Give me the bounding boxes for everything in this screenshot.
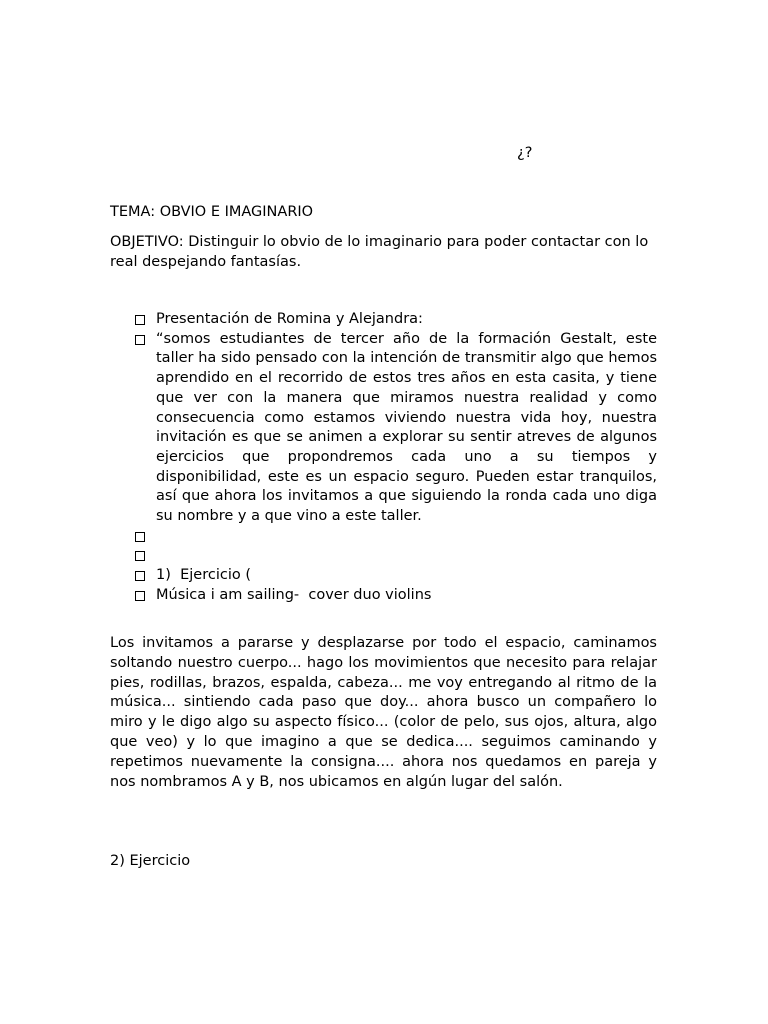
exercise-instructions-paragraph: Los invitamos a pararse y desplazarse por todo el espacio, caminamos soltando nuestro cuerpo... hago los movimientos que necesito para relajar pies, rodillas, brazos, espalda, cabeza... me voy entregando al ritmo de la música... sintiendo cada paso que doy... ahora busco un compañero lo miro y le digo algo su aspecto físico... (color de pelo, sus ojos, altura, algo que veo) y lo que imagino a que se dedica.... seguimos caminando y repetimos nuevamente la consigna.... ahora nos quedamos en pareja y nos nombramos A y B, nos ubicamos en algún lugar del salón. xyxy=(110,635,657,790)
exercise-2-heading: 2) Ejercicio xyxy=(110,853,191,869)
objective-paragraph: OBJETIVO: Distinguir lo obvio de lo imaginario para poder contactar con lo real despejando fantasías. xyxy=(110,234,649,270)
topic-heading: TEMA: OBVIO E IMAGINARIO xyxy=(110,204,314,220)
list-item xyxy=(133,586,657,606)
checkbox-icon xyxy=(135,315,145,325)
list-item xyxy=(133,546,657,566)
checkbox-icon xyxy=(135,335,145,345)
checkbox-icon xyxy=(135,551,145,561)
checkbox-icon xyxy=(135,591,145,601)
question-mark-heading: ¿? xyxy=(517,145,533,161)
checklist xyxy=(133,310,657,606)
list-item xyxy=(133,310,657,330)
list-item xyxy=(133,330,657,527)
list-item-text: Música i am sailing- cover duo violins xyxy=(156,586,432,603)
list-item xyxy=(133,527,657,547)
list-item-text: 1) Ejercicio ( xyxy=(156,567,251,584)
checkbox-icon xyxy=(135,532,145,542)
list-item xyxy=(133,566,657,586)
checkbox-icon xyxy=(135,571,145,581)
list-item-text: “somos estudiantes de tercer año de la formación Gestalt, este taller ha sido pensado con la intención de transmitir algo que hemos aprendido en el recorrido de estos tres años en esta casita, y tiene que ver con la manera que miramos nuestra realidad y como consecuencia como estamos viviendo nuestra vida hoy, nuestra invitación es que se animen a explorar su sentir atreves de algunos ejercicios que propondremos cada uno a su tiempos y disponibilidad, este es un espacio seguro. Pueden estar tranquilos, así que ahora los invitamos a que siguiendo la ronda cada uno diga su nombre y a que vino a este taller. xyxy=(156,330,657,525)
list-item-text: Presentación de Romina y Alejandra: xyxy=(156,311,423,327)
